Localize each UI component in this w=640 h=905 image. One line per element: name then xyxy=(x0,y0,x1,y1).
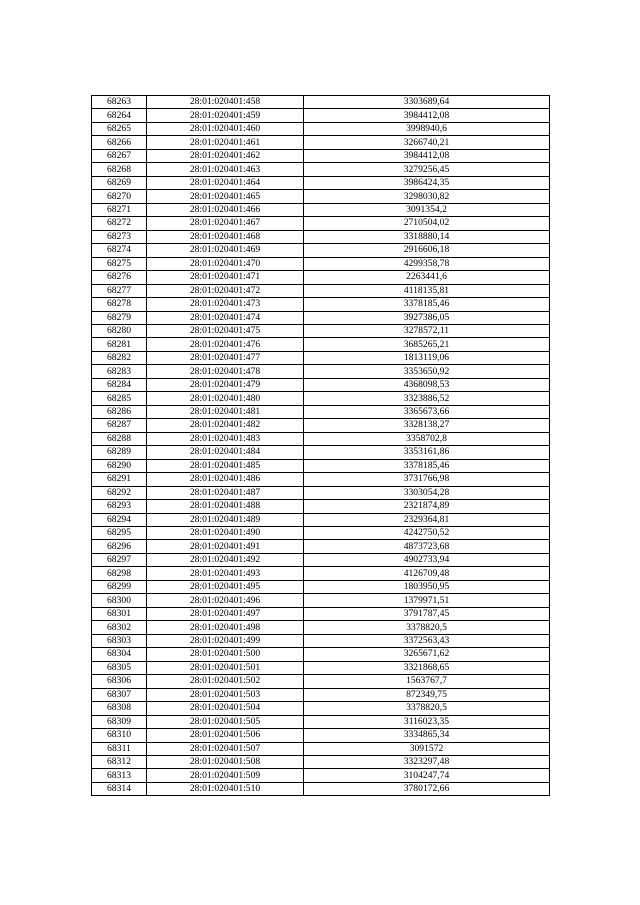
cadastral-number-cell: 28:01:020401:474 xyxy=(147,311,304,324)
cadastral-value-cell: 3303054,28 xyxy=(304,486,550,499)
cadastral-number-cell: 28:01:020401:509 xyxy=(147,769,304,782)
cadastral-value-cell: 3334865,34 xyxy=(304,729,550,742)
table-row xyxy=(92,284,550,297)
row-number-cell: 68265 xyxy=(92,122,147,135)
cadastral-number-cell: 28:01:020401:491 xyxy=(147,540,304,553)
cadastral-value-cell: 4299358,78 xyxy=(304,257,550,270)
table-row xyxy=(92,96,550,109)
row-number-cell: 68304 xyxy=(92,648,147,661)
row-number-cell: 68306 xyxy=(92,675,147,688)
cadastral-value-cell: 3353161,86 xyxy=(304,446,550,459)
cadastral-value-cell: 3984412,08 xyxy=(304,149,550,162)
table-row xyxy=(92,298,550,311)
table-row xyxy=(92,324,550,337)
cadastral-value-cell: 4368098,53 xyxy=(304,378,550,391)
table-row xyxy=(92,594,550,607)
table-row xyxy=(92,459,550,472)
cadastral-number-cell: 28:01:020401:510 xyxy=(147,782,304,795)
cadastral-number-cell: 28:01:020401:508 xyxy=(147,755,304,768)
row-number-cell: 68295 xyxy=(92,527,147,540)
cadastral-value-cell: 3091572 xyxy=(304,742,550,755)
row-number-cell: 68298 xyxy=(92,567,147,580)
cadastral-number-cell: 28:01:020401:506 xyxy=(147,729,304,742)
table-row xyxy=(92,217,550,230)
cadastral-number-cell: 28:01:020401:490 xyxy=(147,527,304,540)
cadastral-number-cell: 28:01:020401:483 xyxy=(147,432,304,445)
table-row xyxy=(92,742,550,755)
table-row xyxy=(92,203,550,216)
row-number-cell: 68279 xyxy=(92,311,147,324)
cadastral-number-cell: 28:01:020401:485 xyxy=(147,459,304,472)
row-number-cell: 68291 xyxy=(92,473,147,486)
cadastral-value-cell: 3378820,5 xyxy=(304,621,550,634)
cadastral-number-cell: 28:01:020401:467 xyxy=(147,217,304,230)
cadastral-value-cell: 2710504,02 xyxy=(304,217,550,230)
table-row xyxy=(92,782,550,795)
cadastral-value-cell: 3318880,14 xyxy=(304,230,550,243)
cadastral-value-cell: 3927386,05 xyxy=(304,311,550,324)
cadastral-number-cell: 28:01:020401:480 xyxy=(147,392,304,405)
row-number-cell: 68293 xyxy=(92,500,147,513)
cadastral-number-cell: 28:01:020401:488 xyxy=(147,500,304,513)
cadastral-number-cell: 28:01:020401:493 xyxy=(147,567,304,580)
cadastral-value-cell: 3378820,5 xyxy=(304,702,550,715)
row-number-cell: 68301 xyxy=(92,607,147,620)
row-number-cell: 68268 xyxy=(92,163,147,176)
cadastral-number-cell: 28:01:020401:459 xyxy=(147,109,304,122)
cadastral-number-cell: 28:01:020401:475 xyxy=(147,324,304,337)
cadastral-value-cell: 1803950,95 xyxy=(304,580,550,593)
row-number-cell: 68311 xyxy=(92,742,147,755)
cadastral-number-cell: 28:01:020401:461 xyxy=(147,136,304,149)
row-number-cell: 68307 xyxy=(92,688,147,701)
table-row xyxy=(92,527,550,540)
cadastral-value-cell: 3365673,66 xyxy=(304,405,550,418)
row-number-cell: 68283 xyxy=(92,365,147,378)
row-number-cell: 68274 xyxy=(92,244,147,257)
cadastral-value-cell: 3104247,74 xyxy=(304,769,550,782)
row-number-cell: 68289 xyxy=(92,446,147,459)
row-number-cell: 68288 xyxy=(92,432,147,445)
cadastral-number-cell: 28:01:020401:507 xyxy=(147,742,304,755)
cadastral-value-cell: 872349,75 xyxy=(304,688,550,701)
cadastral-value-cell: 3328138,27 xyxy=(304,419,550,432)
cadastral-number-cell: 28:01:020401:464 xyxy=(147,176,304,189)
cadastral-number-cell: 28:01:020401:487 xyxy=(147,486,304,499)
table-row xyxy=(92,311,550,324)
row-number-cell: 68312 xyxy=(92,755,147,768)
row-number-cell: 68272 xyxy=(92,217,147,230)
row-number-cell: 68280 xyxy=(92,324,147,337)
row-number-cell: 68309 xyxy=(92,715,147,728)
row-number-cell: 68296 xyxy=(92,540,147,553)
cadastral-value-cell: 3091354,2 xyxy=(304,203,550,216)
cadastral-number-cell: 28:01:020401:473 xyxy=(147,298,304,311)
table-row xyxy=(92,580,550,593)
cadastral-number-cell: 28:01:020401:470 xyxy=(147,257,304,270)
row-number-cell: 68286 xyxy=(92,405,147,418)
table-row xyxy=(92,419,550,432)
cadastral-number-cell: 28:01:020401:458 xyxy=(147,96,304,109)
table-row xyxy=(92,553,550,566)
cadastral-value-cell: 3780172,66 xyxy=(304,782,550,795)
cadastral-value-cell: 1379971,51 xyxy=(304,594,550,607)
cadastral-number-cell: 28:01:020401:502 xyxy=(147,675,304,688)
row-number-cell: 68266 xyxy=(92,136,147,149)
cadastral-value-cell: 1813119,06 xyxy=(304,351,550,364)
cadastral-value-cell: 3278572,11 xyxy=(304,324,550,337)
table-row xyxy=(92,607,550,620)
row-number-cell: 68285 xyxy=(92,392,147,405)
cadastral-value-cell: 3358702,8 xyxy=(304,432,550,445)
cadastral-number-cell: 28:01:020401:481 xyxy=(147,405,304,418)
cadastral-number-cell: 28:01:020401:476 xyxy=(147,338,304,351)
cadastral-number-cell: 28:01:020401:472 xyxy=(147,284,304,297)
cadastral-value-cell: 3321868,65 xyxy=(304,661,550,674)
cadastral-value-cell: 3986424,35 xyxy=(304,176,550,189)
row-number-cell: 68263 xyxy=(92,96,147,109)
row-number-cell: 68310 xyxy=(92,729,147,742)
row-number-cell: 68276 xyxy=(92,271,147,284)
table-row xyxy=(92,109,550,122)
table-row xyxy=(92,648,550,661)
table-row xyxy=(92,567,550,580)
table-row xyxy=(92,392,550,405)
cadastral-number-cell: 28:01:020401:468 xyxy=(147,230,304,243)
cadastral-number-cell: 28:01:020401:496 xyxy=(147,594,304,607)
table-row xyxy=(92,338,550,351)
cadastral-value-cell: 3353650,92 xyxy=(304,365,550,378)
row-number-cell: 68303 xyxy=(92,634,147,647)
cadastral-number-cell: 28:01:020401:486 xyxy=(147,473,304,486)
cadastral-number-cell: 28:01:020401:482 xyxy=(147,419,304,432)
cadastral-value-cell: 3791787,45 xyxy=(304,607,550,620)
cadastral-number-cell: 28:01:020401:501 xyxy=(147,661,304,674)
table-row xyxy=(92,500,550,513)
cadastral-value-cell: 1563767,7 xyxy=(304,675,550,688)
table-row xyxy=(92,122,550,135)
table-row xyxy=(92,688,550,701)
table-row xyxy=(92,661,550,674)
table-row xyxy=(92,432,550,445)
table-row xyxy=(92,715,550,728)
row-number-cell: 68290 xyxy=(92,459,147,472)
row-number-cell: 68271 xyxy=(92,203,147,216)
cadastral-value-cell: 3378185,46 xyxy=(304,298,550,311)
cadastral-value-cell: 4242750,52 xyxy=(304,527,550,540)
table-row xyxy=(92,271,550,284)
table-row xyxy=(92,190,550,203)
cadastral-value-cell: 2263441,6 xyxy=(304,271,550,284)
cadastral-number-cell: 28:01:020401:478 xyxy=(147,365,304,378)
cadastral-number-cell: 28:01:020401:463 xyxy=(147,163,304,176)
table-row xyxy=(92,675,550,688)
table-row xyxy=(92,486,550,499)
cadastral-value-cell: 3266740,21 xyxy=(304,136,550,149)
cadastral-value-cell: 3323297,48 xyxy=(304,755,550,768)
row-number-cell: 68302 xyxy=(92,621,147,634)
cadastral-value-cell: 2916606,18 xyxy=(304,244,550,257)
row-number-cell: 68275 xyxy=(92,257,147,270)
row-number-cell: 68277 xyxy=(92,284,147,297)
table-row xyxy=(92,257,550,270)
cadastral-value-cell: 3685265,21 xyxy=(304,338,550,351)
table-row xyxy=(92,244,550,257)
registry-table-body xyxy=(92,96,550,796)
row-number-cell: 68281 xyxy=(92,338,147,351)
row-number-cell: 68282 xyxy=(92,351,147,364)
cadastral-value-cell: 3279256,45 xyxy=(304,163,550,176)
cadastral-number-cell: 28:01:020401:492 xyxy=(147,553,304,566)
cadastral-value-cell: 4126709,48 xyxy=(304,567,550,580)
registry-table xyxy=(91,95,550,796)
cadastral-number-cell: 28:01:020401:498 xyxy=(147,621,304,634)
row-number-cell: 68264 xyxy=(92,109,147,122)
cadastral-number-cell: 28:01:020401:460 xyxy=(147,122,304,135)
table-row xyxy=(92,230,550,243)
cadastral-value-cell: 4902733,94 xyxy=(304,553,550,566)
table-row xyxy=(92,351,550,364)
row-number-cell: 68308 xyxy=(92,702,147,715)
cadastral-value-cell: 2329364,81 xyxy=(304,513,550,526)
table-row xyxy=(92,446,550,459)
cadastral-number-cell: 28:01:020401:499 xyxy=(147,634,304,647)
table-row xyxy=(92,729,550,742)
cadastral-number-cell: 28:01:020401:462 xyxy=(147,149,304,162)
table-row xyxy=(92,405,550,418)
row-number-cell: 68313 xyxy=(92,769,147,782)
cadastral-value-cell: 3303689,64 xyxy=(304,96,550,109)
cadastral-value-cell: 3298030,82 xyxy=(304,190,550,203)
table-row xyxy=(92,136,550,149)
cadastral-number-cell: 28:01:020401:484 xyxy=(147,446,304,459)
row-number-cell: 68284 xyxy=(92,378,147,391)
cadastral-number-cell: 28:01:020401:466 xyxy=(147,203,304,216)
row-number-cell: 68294 xyxy=(92,513,147,526)
cadastral-value-cell: 4118135,81 xyxy=(304,284,550,297)
cadastral-number-cell: 28:01:020401:479 xyxy=(147,378,304,391)
table-row xyxy=(92,473,550,486)
row-number-cell: 68273 xyxy=(92,230,147,243)
table-row xyxy=(92,769,550,782)
cadastral-value-cell: 4873723,68 xyxy=(304,540,550,553)
table-row xyxy=(92,378,550,391)
cadastral-value-cell: 2321874,89 xyxy=(304,500,550,513)
cadastral-number-cell: 28:01:020401:503 xyxy=(147,688,304,701)
table-row xyxy=(92,176,550,189)
cadastral-number-cell: 28:01:020401:465 xyxy=(147,190,304,203)
table-row xyxy=(92,513,550,526)
cadastral-number-cell: 28:01:020401:489 xyxy=(147,513,304,526)
cadastral-value-cell: 3984412,08 xyxy=(304,109,550,122)
cadastral-number-cell: 28:01:020401:504 xyxy=(147,702,304,715)
row-number-cell: 68305 xyxy=(92,661,147,674)
cadastral-value-cell: 3116023,35 xyxy=(304,715,550,728)
row-number-cell: 68300 xyxy=(92,594,147,607)
cadastral-value-cell: 3372563,43 xyxy=(304,634,550,647)
cadastral-value-cell: 3265671,62 xyxy=(304,648,550,661)
row-number-cell: 68278 xyxy=(92,298,147,311)
cadastral-number-cell: 28:01:020401:495 xyxy=(147,580,304,593)
table-row xyxy=(92,149,550,162)
table-row xyxy=(92,755,550,768)
cadastral-value-cell: 3731766,98 xyxy=(304,473,550,486)
table-row xyxy=(92,365,550,378)
table-row xyxy=(92,634,550,647)
table-row xyxy=(92,163,550,176)
cadastral-value-cell: 3323886,52 xyxy=(304,392,550,405)
cadastral-number-cell: 28:01:020401:505 xyxy=(147,715,304,728)
cadastral-value-cell: 3378185,46 xyxy=(304,459,550,472)
cadastral-number-cell: 28:01:020401:469 xyxy=(147,244,304,257)
row-number-cell: 68269 xyxy=(92,176,147,189)
table-row xyxy=(92,702,550,715)
row-number-cell: 68287 xyxy=(92,419,147,432)
row-number-cell: 68292 xyxy=(92,486,147,499)
cadastral-value-cell: 3998940,6 xyxy=(304,122,550,135)
table-row xyxy=(92,540,550,553)
cadastral-number-cell: 28:01:020401:471 xyxy=(147,271,304,284)
cadastral-number-cell: 28:01:020401:477 xyxy=(147,351,304,364)
cadastral-number-cell: 28:01:020401:497 xyxy=(147,607,304,620)
table-row xyxy=(92,621,550,634)
row-number-cell: 68314 xyxy=(92,782,147,795)
row-number-cell: 68299 xyxy=(92,580,147,593)
cadastral-number-cell: 28:01:020401:500 xyxy=(147,648,304,661)
row-number-cell: 68297 xyxy=(92,553,147,566)
row-number-cell: 68267 xyxy=(92,149,147,162)
row-number-cell: 68270 xyxy=(92,190,147,203)
